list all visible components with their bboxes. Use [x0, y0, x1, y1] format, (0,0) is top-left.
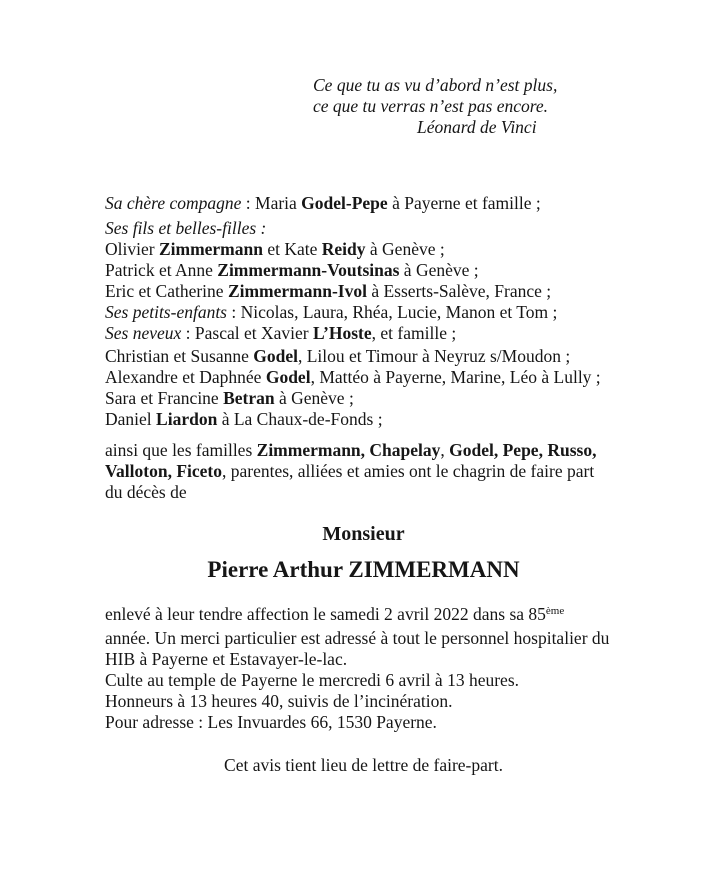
- relatives-paragraph: [105, 193, 622, 344]
- families-paragraph: [105, 440, 622, 503]
- quote-line-1: Ce que tu as vu d’abord n’est plus,: [313, 75, 558, 95]
- epigraph-quote: [313, 75, 622, 138]
- deceased-name-heading: Pierre Arthur ZIMMERMANN: [207, 557, 520, 582]
- text-line: Culte au temple de Payerne le mercredi 6 avril à 13 heures.: [105, 670, 520, 690]
- text-line: Pour adresse : Les Invuardes 66, 1530 Payerne.: [105, 712, 437, 732]
- text-line: Daniel Liardon à La Chaux-de-Fonds ;: [105, 409, 383, 429]
- text-line: Sa chère compagne : Maria Godel-Pepe à Payerne et famille ;: [105, 193, 541, 213]
- text-line: ainsi que les familles Zimmermann, Chapelay, Godel, Pepe, Russo,: [105, 440, 597, 460]
- text-line: Alexandre et Daphnée Godel, Mattéo à Payerne, Marine, Léo à Lully ;: [105, 367, 601, 387]
- text-line: Honneurs à 13 heures 40, suivis de l’incinération.: [105, 691, 453, 711]
- text-line: Ses neveux : Pascal et Xavier L’Hoste, et famille ;: [105, 323, 457, 343]
- text-line: Christian et Susanne Godel, Lilou et Timour à Neyruz s/Moudon ;: [105, 346, 571, 366]
- text-line: année. Un merci particulier est adressé à tout le personnel hospitalier du: [105, 628, 610, 648]
- text-line: enlevé à leur tendre affection le samedi 2 avril 2022 dans sa 85ème: [105, 604, 565, 624]
- text-line: Valloton, Ficeto, parentes, alliées et amies ont le chagrin de faire part: [105, 461, 595, 481]
- text-line: Olivier Zimmermann et Kate Reidy à Genève ;: [105, 239, 445, 259]
- text-line: Patrick et Anne Zimmermann-Voutsinas à Genève ;: [105, 260, 479, 280]
- text-line: Eric et Catherine Zimmermann-Ivol à Esserts-Salève, France ;: [105, 281, 552, 301]
- details-paragraph: [105, 604, 622, 733]
- quote-line-2: ce que tu verras n’est pas encore.: [313, 96, 549, 116]
- quote-attribution: Léonard de Vinci: [417, 117, 537, 137]
- friends-paragraph: [105, 346, 622, 430]
- salutation-heading: Monsieur: [322, 523, 405, 545]
- text-line: Ses fils et belles-filles :: [105, 218, 267, 238]
- closing-line: Cet avis tient lieu de lettre de faire-part.: [224, 755, 503, 775]
- text-line: du décès de: [105, 482, 187, 502]
- text-line: Ses petits-enfants : Nicolas, Laura, Rhéa, Lucie, Manon et Tom ;: [105, 302, 558, 322]
- text-line: Sara et Francine Betran à Genève ;: [105, 388, 354, 408]
- text-line: HIB à Payerne et Estavayer-le-lac.: [105, 649, 348, 669]
